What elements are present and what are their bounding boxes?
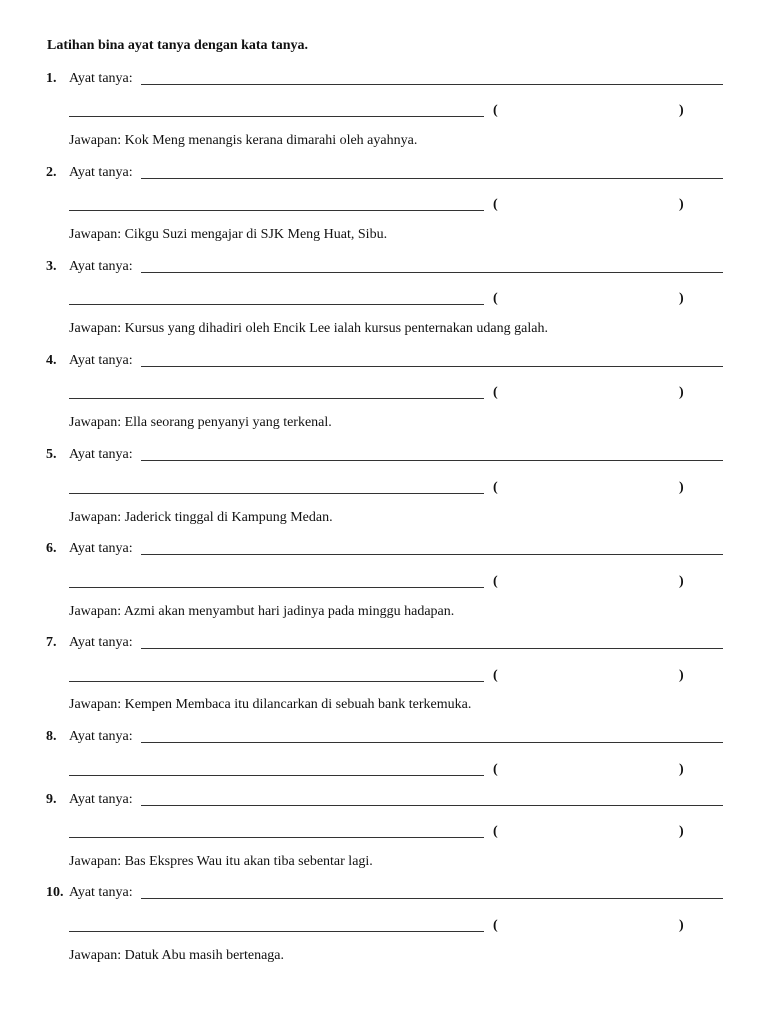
answer-line-second[interactable] xyxy=(69,775,484,776)
question-number: 4. xyxy=(46,353,57,368)
open-bracket: ( xyxy=(493,197,498,212)
question-number: 5. xyxy=(46,447,57,462)
answer-line-first[interactable] xyxy=(141,366,723,367)
answer-line-second[interactable] xyxy=(69,493,484,494)
close-bracket: ) xyxy=(679,762,684,777)
close-bracket: ) xyxy=(679,197,684,212)
answer-line-second[interactable] xyxy=(69,681,484,682)
open-bracket: ( xyxy=(493,103,498,118)
question-number: 8. xyxy=(46,729,57,744)
answer-text: Jawapan: Kursus yang dihadiri oleh Encik Lee ialah kursus penternakan udang galah. xyxy=(69,321,548,336)
question-label: Ayat tanya: xyxy=(69,729,133,744)
answer-line-second[interactable] xyxy=(69,837,484,838)
worksheet-title: Latihan bina ayat tanya dengan kata tanya. xyxy=(47,38,309,53)
answer-line-first[interactable] xyxy=(141,648,723,649)
question-number: 9. xyxy=(46,792,57,807)
close-bracket: ) xyxy=(679,918,684,933)
answer-text: Jawapan: Kempen Membaca itu dilancarkan di sebuah bank terkemuka. xyxy=(69,697,472,712)
close-bracket: ) xyxy=(679,480,684,495)
answer-line-second[interactable] xyxy=(69,116,484,117)
question-label: Ayat tanya: xyxy=(69,353,133,368)
answer-text: Jawapan: Bas Ekspres Wau itu akan tiba sebentar lagi. xyxy=(69,854,373,869)
question-label: Ayat tanya: xyxy=(69,635,133,650)
answer-line-second[interactable] xyxy=(69,210,484,211)
answer-line-first[interactable] xyxy=(141,898,723,899)
question-number: 1. xyxy=(46,71,57,86)
answer-line-second[interactable] xyxy=(69,398,484,399)
answer-line-first[interactable] xyxy=(141,460,723,461)
question-label: Ayat tanya: xyxy=(69,259,133,274)
answer-text: Jawapan: Azmi akan menyambut hari jadinya pada minggu hadapan. xyxy=(69,604,455,619)
question-label: Ayat tanya: xyxy=(69,792,133,807)
question-number: 7. xyxy=(46,635,57,650)
answer-line-first[interactable] xyxy=(141,272,723,273)
answer-text: Jawapan: Jaderick tinggal di Kampung Medan. xyxy=(69,510,333,525)
close-bracket: ) xyxy=(679,103,684,118)
question-number: 6. xyxy=(46,541,57,556)
answer-line-second[interactable] xyxy=(69,931,484,932)
close-bracket: ) xyxy=(679,668,684,683)
close-bracket: ) xyxy=(679,385,684,400)
answer-line-first[interactable] xyxy=(141,178,723,179)
open-bracket: ( xyxy=(493,291,498,306)
answer-text: Jawapan: Kok Meng menangis kerana dimarahi oleh ayahnya. xyxy=(69,133,418,148)
answer-text: Jawapan: Datuk Abu masih bertenaga. xyxy=(69,948,284,963)
question-number: 2. xyxy=(46,165,57,180)
question-label: Ayat tanya: xyxy=(69,165,133,180)
open-bracket: ( xyxy=(493,480,498,495)
open-bracket: ( xyxy=(493,385,498,400)
question-label: Ayat tanya: xyxy=(69,541,133,556)
question-label: Ayat tanya: xyxy=(69,885,133,900)
question-number: 10. xyxy=(46,885,64,900)
answer-line-second[interactable] xyxy=(69,587,484,588)
open-bracket: ( xyxy=(493,824,498,839)
close-bracket: ) xyxy=(679,291,684,306)
open-bracket: ( xyxy=(493,574,498,589)
answer-line-first[interactable] xyxy=(141,84,723,85)
question-number: 3. xyxy=(46,259,57,274)
close-bracket: ) xyxy=(679,574,684,589)
close-bracket: ) xyxy=(679,824,684,839)
answer-line-first[interactable] xyxy=(141,554,723,555)
answer-text: Jawapan: Cikgu Suzi mengajar di SJK Meng Huat, Sibu. xyxy=(69,227,388,242)
open-bracket: ( xyxy=(493,668,498,683)
open-bracket: ( xyxy=(493,918,498,933)
open-bracket: ( xyxy=(493,762,498,777)
question-label: Ayat tanya: xyxy=(69,447,133,462)
answer-line-second[interactable] xyxy=(69,304,484,305)
answer-line-first[interactable] xyxy=(141,805,723,806)
question-label: Ayat tanya: xyxy=(69,71,133,86)
answer-line-first[interactable] xyxy=(141,742,723,743)
answer-text: Jawapan: Ella seorang penyanyi yang terkenal. xyxy=(69,415,332,430)
